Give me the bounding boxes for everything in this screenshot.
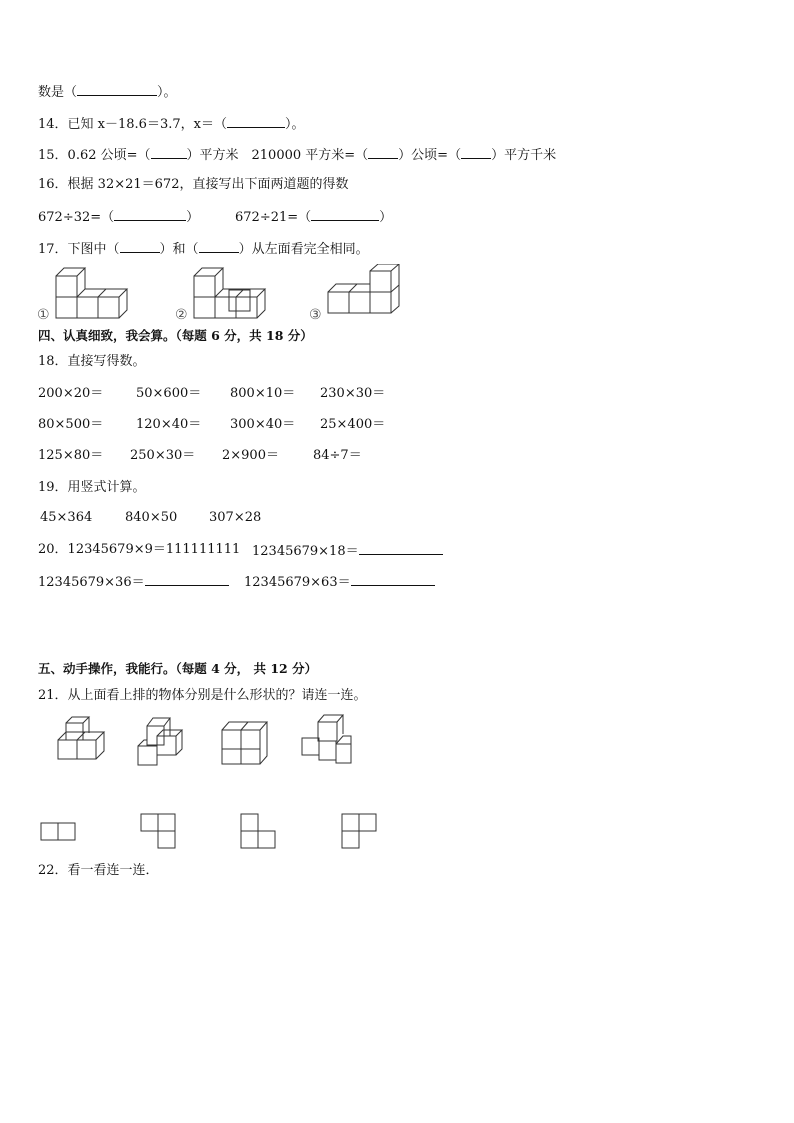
q18-r2-c3: 300×40＝ xyxy=(230,417,296,432)
q21-object-3 xyxy=(220,716,272,768)
q19-item-1: 45×364 xyxy=(40,510,93,525)
q18-r2-c1: 80×500＝ xyxy=(38,417,104,432)
answer-blank[interactable] xyxy=(351,572,435,586)
q21-object-1 xyxy=(56,716,108,766)
q17-figure-1 xyxy=(36,264,136,324)
question-14: 14．已知 x－18.6＝3.7，x＝（ ）。 xyxy=(38,114,304,134)
answer-blank[interactable] xyxy=(359,541,443,555)
q18-r3-c1: 125×80＝ xyxy=(38,448,104,463)
q21-view-4[interactable] xyxy=(341,813,379,851)
q19-item-3: 307×28 xyxy=(209,510,262,525)
answer-blank[interactable] xyxy=(151,145,187,159)
q20-line2b: 12345679×63＝ xyxy=(244,572,435,592)
q19-item-2: 840×50 xyxy=(125,510,178,525)
section-5-title: 五、动手操作，我能行。（每题 4 分， 共 12 分） xyxy=(38,661,318,676)
q17-figure-3 xyxy=(308,264,408,324)
question-15: 15．0.62 公顷=（ ）平方米 210000 平方米=（ ）公顷=（ ）平方千米 xyxy=(38,145,556,165)
question-17: 17．下图中（ ）和（ ）从左面看完全相同。 xyxy=(38,239,369,259)
answer-blank[interactable] xyxy=(227,114,285,128)
question-22-stem: 22．看一看连一连． xyxy=(38,863,159,878)
figure-label-1: ① xyxy=(37,307,50,323)
q20-line1b: 12345679×18＝ xyxy=(252,541,443,561)
q21-object-4 xyxy=(300,712,358,768)
figure-label-3: ③ xyxy=(309,307,322,323)
q16-item-a: 672÷32=（ ） xyxy=(38,207,199,227)
figure-label-2: ② xyxy=(175,307,188,323)
question-16-stem: 16．根据 32×21＝672，直接写出下面两道题的得数 xyxy=(38,177,349,192)
answer-blank[interactable] xyxy=(461,145,491,159)
section-4-title: 四、认真细致，我会算。（每题 6 分，共 18 分） xyxy=(38,328,313,343)
q21-object-2 xyxy=(136,716,188,768)
answer-blank[interactable] xyxy=(120,239,160,253)
answer-blank[interactable] xyxy=(114,207,186,221)
q18-r1-c2: 50×600＝ xyxy=(136,386,202,401)
question-19-stem: 19．用竖式计算。 xyxy=(38,480,146,495)
q21-view-1[interactable] xyxy=(40,822,78,842)
q17-figure-2 xyxy=(174,264,274,324)
q21-view-2[interactable] xyxy=(140,813,178,851)
q18-r1-c1: 200×20＝ xyxy=(38,386,104,401)
q18-r3-c4: 84÷7＝ xyxy=(313,448,362,463)
q18-r3-c3: 2×900＝ xyxy=(222,448,279,463)
q18-r1-c3: 800×10＝ xyxy=(230,386,296,401)
q16-item-b: 672÷21=（ ） xyxy=(235,207,392,227)
q18-r2-c2: 120×40＝ xyxy=(136,417,202,432)
answer-blank[interactable] xyxy=(145,572,229,586)
q13-tail: 数是（ ）。 xyxy=(38,82,177,102)
q20-line2a: 12345679×36＝ xyxy=(38,572,229,592)
q21-view-3[interactable] xyxy=(240,813,278,851)
answer-blank[interactable] xyxy=(77,82,157,96)
answer-blank[interactable] xyxy=(311,207,379,221)
question-21-stem: 21．从上面看上排的物体分别是什么形状的？请连一连。 xyxy=(38,688,367,703)
q18-r3-c2: 250×30＝ xyxy=(130,448,196,463)
question-18-stem: 18．直接写得数。 xyxy=(38,354,146,369)
answer-blank[interactable] xyxy=(368,145,398,159)
q18-r1-c4: 230×30＝ xyxy=(320,386,386,401)
answer-blank[interactable] xyxy=(199,239,239,253)
q20-line1a: 20．12345679×9＝111111111 xyxy=(38,542,241,557)
q18-r2-c4: 25×400＝ xyxy=(320,417,386,432)
